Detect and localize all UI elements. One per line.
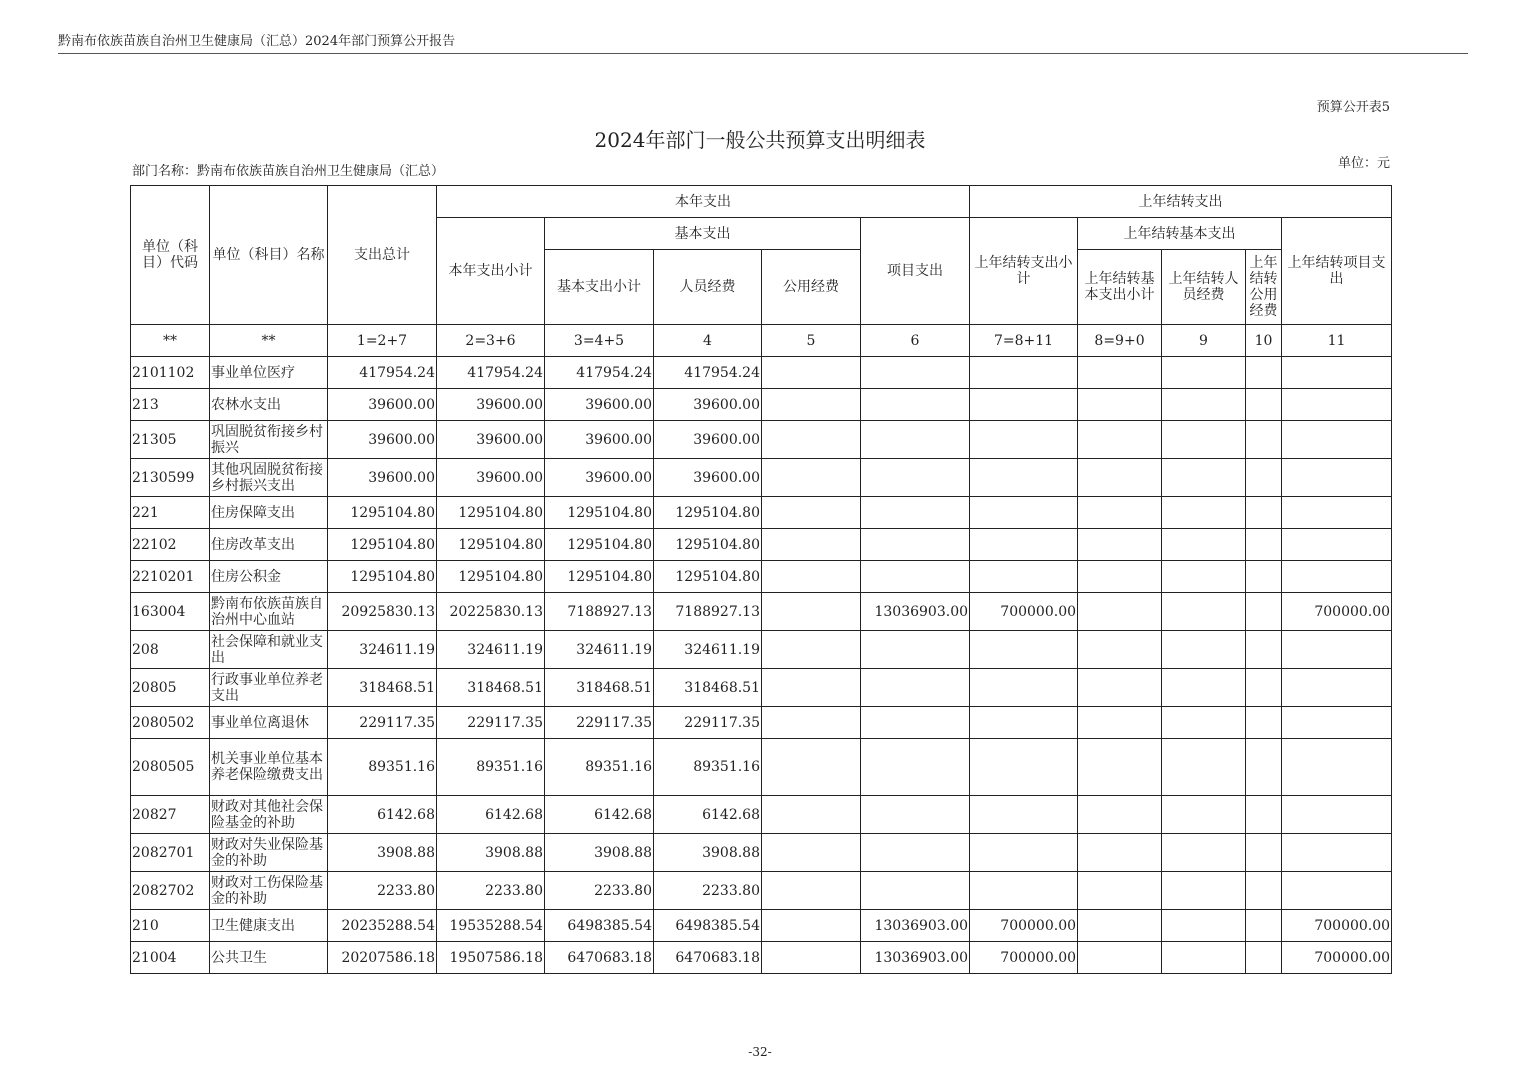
cell-prev-project <box>1282 669 1392 707</box>
cell-name: 财政对工伤保险基金的补助 <box>210 872 328 910</box>
cell-prev-public <box>1246 389 1282 421</box>
cell-prev-basic <box>1078 739 1162 796</box>
index-cell: 7=8+11 <box>970 325 1078 357</box>
cell-sub: 2233.80 <box>437 872 545 910</box>
cell-basic: 39600.00 <box>545 389 654 421</box>
cell-prev-personnel <box>1162 707 1246 739</box>
cell-prev-project <box>1282 357 1392 389</box>
index-cell: 9 <box>1162 325 1246 357</box>
cell-total: 318468.51 <box>328 669 437 707</box>
cell-total: 20925830.13 <box>328 593 437 631</box>
cell-prev-basic <box>1078 796 1162 834</box>
cell-prev-sub <box>970 796 1078 834</box>
cell-prev-public <box>1246 872 1282 910</box>
cell-project <box>861 834 970 872</box>
cell-sub: 318468.51 <box>437 669 545 707</box>
cell-code: 208 <box>131 631 210 669</box>
cell-prev-public <box>1246 561 1282 593</box>
cell-prev-public <box>1246 707 1282 739</box>
cell-basic: 39600.00 <box>545 421 654 459</box>
cell-prev-personnel <box>1162 872 1246 910</box>
cell-code: 21305 <box>131 421 210 459</box>
cell-total: 1295104.80 <box>328 497 437 529</box>
cell-prev-personnel <box>1162 669 1246 707</box>
cell-prev-public <box>1246 593 1282 631</box>
cell-public <box>762 872 861 910</box>
cell-basic: 324611.19 <box>545 631 654 669</box>
cell-personnel: 6142.68 <box>654 796 762 834</box>
cell-prev-public <box>1246 497 1282 529</box>
col-personnel-header: 人员经费 <box>654 250 762 325</box>
col-prev-header: 上年结转支出 <box>970 186 1392 218</box>
cell-total: 1295104.80 <box>328 529 437 561</box>
cell-sub: 417954.24 <box>437 357 545 389</box>
index-cell: 3=4+5 <box>545 325 654 357</box>
cell-sub: 19507586.18 <box>437 942 545 974</box>
cell-name: 其他巩固脱贫衔接乡村振兴支出 <box>210 459 328 497</box>
cell-prev-project <box>1282 561 1392 593</box>
cell-total: 324611.19 <box>328 631 437 669</box>
index-row <box>131 325 1392 357</box>
cell-total: 20207586.18 <box>328 942 437 974</box>
cell-prev-personnel <box>1162 459 1246 497</box>
cell-sub: 6142.68 <box>437 796 545 834</box>
cell-public <box>762 459 861 497</box>
cell-project <box>861 459 970 497</box>
cell-project: 13036903.00 <box>861 942 970 974</box>
table-row <box>131 459 1392 497</box>
cell-prev-public <box>1246 421 1282 459</box>
cell-total: 417954.24 <box>328 357 437 389</box>
cell-public <box>762 357 861 389</box>
cell-basic: 89351.16 <box>545 739 654 796</box>
cell-prev-project <box>1282 459 1392 497</box>
cell-prev-basic <box>1078 421 1162 459</box>
cell-code: 2101102 <box>131 357 210 389</box>
cell-prev-sub <box>970 561 1078 593</box>
table-row <box>131 739 1392 796</box>
page-title: 2024年部门一般公共预算支出明细表 <box>594 128 926 152</box>
cell-total: 1295104.80 <box>328 561 437 593</box>
cell-code: 2082702 <box>131 872 210 910</box>
cell-name: 卫生健康支出 <box>210 910 328 942</box>
col-prev-basic-header: 上年结转基本支出 <box>1078 218 1282 250</box>
cell-total: 6142.68 <box>328 796 437 834</box>
col-public-header: 公用经费 <box>762 250 861 325</box>
cell-code: 22102 <box>131 529 210 561</box>
cell-sub: 39600.00 <box>437 459 545 497</box>
cell-prev-basic <box>1078 872 1162 910</box>
cell-public <box>762 796 861 834</box>
cell-prev-project <box>1282 389 1392 421</box>
cell-prev-personnel <box>1162 796 1246 834</box>
cell-project <box>861 796 970 834</box>
cell-prev-basic <box>1078 942 1162 974</box>
cell-personnel: 39600.00 <box>654 459 762 497</box>
col-basic-sub-header: 基本支出小计 <box>545 250 654 325</box>
cell-sub: 89351.16 <box>437 739 545 796</box>
cell-prev-public <box>1246 910 1282 942</box>
cell-code: 221 <box>131 497 210 529</box>
table-row <box>131 796 1392 834</box>
cell-total: 39600.00 <box>328 421 437 459</box>
table-row <box>131 529 1392 561</box>
cell-name: 事业单位医疗 <box>210 357 328 389</box>
cell-prev-project <box>1282 834 1392 872</box>
cell-prev-public <box>1246 357 1282 389</box>
index-cell: 6 <box>861 325 970 357</box>
cell-total: 229117.35 <box>328 707 437 739</box>
cell-prev-sub <box>970 389 1078 421</box>
cell-sub: 19535288.54 <box>437 910 545 942</box>
cell-prev-sub <box>970 872 1078 910</box>
cell-prev-personnel <box>1162 497 1246 529</box>
cell-prev-sub <box>970 631 1078 669</box>
cell-sub: 39600.00 <box>437 421 545 459</box>
cell-name: 财政对失业保险基金的补助 <box>210 834 328 872</box>
index-cell: 5 <box>762 325 861 357</box>
cell-total: 2233.80 <box>328 872 437 910</box>
cell-project <box>861 529 970 561</box>
cell-name: 住房保障支出 <box>210 497 328 529</box>
cell-prev-sub <box>970 357 1078 389</box>
cell-public <box>762 942 861 974</box>
cell-prev-basic <box>1078 561 1162 593</box>
cell-public <box>762 834 861 872</box>
cell-prev-sub: 700000.00 <box>970 593 1078 631</box>
cell-prev-sub <box>970 421 1078 459</box>
cell-prev-personnel <box>1162 421 1246 459</box>
table-row <box>131 497 1392 529</box>
col-this-sub-header: 本年支出小计 <box>437 218 545 325</box>
cell-code: 2080502 <box>131 707 210 739</box>
cell-name: 事业单位离退休 <box>210 707 328 739</box>
cell-code: 21004 <box>131 942 210 974</box>
cell-prev-basic <box>1078 707 1162 739</box>
cell-prev-personnel <box>1162 739 1246 796</box>
cell-personnel: 2233.80 <box>654 872 762 910</box>
cell-prev-project: 700000.00 <box>1282 942 1392 974</box>
col-project-header: 项目支出 <box>861 218 970 325</box>
table-row <box>131 910 1392 942</box>
cell-personnel: 229117.35 <box>654 707 762 739</box>
form-number: 预算公开表5 <box>1316 100 1390 115</box>
cell-sub: 229117.35 <box>437 707 545 739</box>
cell-prev-sub <box>970 529 1078 561</box>
cell-personnel: 7188927.13 <box>654 593 762 631</box>
cell-prev-public <box>1246 459 1282 497</box>
table-row <box>131 631 1392 669</box>
col-total-header: 支出总计 <box>328 186 437 325</box>
cell-sub: 324611.19 <box>437 631 545 669</box>
cell-prev-basic <box>1078 497 1162 529</box>
cell-total: 3908.88 <box>328 834 437 872</box>
cell-public <box>762 593 861 631</box>
cell-prev-personnel <box>1162 357 1246 389</box>
unit-label: 单位：元 <box>1337 156 1390 171</box>
table-body <box>131 357 1392 974</box>
cell-prev-project <box>1282 421 1392 459</box>
cell-sub: 20225830.13 <box>437 593 545 631</box>
cell-prev-basic <box>1078 669 1162 707</box>
cell-name: 公共卫生 <box>210 942 328 974</box>
cell-prev-sub <box>970 707 1078 739</box>
cell-project <box>861 497 970 529</box>
page-number: -32- <box>748 1045 772 1059</box>
cell-project <box>861 739 970 796</box>
cell-prev-basic <box>1078 389 1162 421</box>
cell-public <box>762 389 861 421</box>
cell-prev-sub <box>970 459 1078 497</box>
cell-personnel: 3908.88 <box>654 834 762 872</box>
cell-total: 39600.00 <box>328 389 437 421</box>
cell-personnel: 89351.16 <box>654 739 762 796</box>
index-cell: ** <box>131 325 210 357</box>
cell-prev-project: 700000.00 <box>1282 593 1392 631</box>
budget-table <box>130 185 1392 974</box>
cell-prev-sub: 700000.00 <box>970 942 1078 974</box>
col-basic-header: 基本支出 <box>545 218 861 250</box>
index-cell: 4 <box>654 325 762 357</box>
cell-prev-sub <box>970 669 1078 707</box>
cell-total: 89351.16 <box>328 739 437 796</box>
cell-public <box>762 497 861 529</box>
cell-prev-public <box>1246 631 1282 669</box>
cell-project <box>861 421 970 459</box>
cell-personnel: 6470683.18 <box>654 942 762 974</box>
cell-prev-basic <box>1078 357 1162 389</box>
cell-prev-project <box>1282 529 1392 561</box>
cell-prev-sub <box>970 834 1078 872</box>
cell-prev-public <box>1246 834 1282 872</box>
cell-prev-project: 700000.00 <box>1282 910 1392 942</box>
cell-personnel: 39600.00 <box>654 389 762 421</box>
cell-prev-project <box>1282 872 1392 910</box>
cell-prev-personnel <box>1162 631 1246 669</box>
header-divider <box>58 53 1468 54</box>
cell-project <box>861 357 970 389</box>
cell-code: 2080505 <box>131 739 210 796</box>
cell-name: 社会保障和就业支出 <box>210 631 328 669</box>
cell-sub: 3908.88 <box>437 834 545 872</box>
cell-personnel: 6498385.54 <box>654 910 762 942</box>
table-row <box>131 707 1392 739</box>
cell-prev-personnel <box>1162 529 1246 561</box>
cell-project <box>861 669 970 707</box>
cell-sub: 1295104.80 <box>437 529 545 561</box>
cell-code: 210 <box>131 910 210 942</box>
cell-personnel: 1295104.80 <box>654 529 762 561</box>
cell-project <box>861 707 970 739</box>
cell-code: 163004 <box>131 593 210 631</box>
cell-basic: 6498385.54 <box>545 910 654 942</box>
cell-prev-personnel <box>1162 593 1246 631</box>
cell-prev-basic <box>1078 593 1162 631</box>
col-this-year-header: 本年支出 <box>437 186 970 218</box>
cell-total: 39600.00 <box>328 459 437 497</box>
col-prev-sub-header: 上年结转支出小计 <box>970 218 1078 325</box>
cell-public <box>762 631 861 669</box>
cell-project: 13036903.00 <box>861 910 970 942</box>
cell-code: 2130599 <box>131 459 210 497</box>
cell-basic: 6142.68 <box>545 796 654 834</box>
index-cell: 2=3+6 <box>437 325 545 357</box>
cell-basic: 2233.80 <box>545 872 654 910</box>
col-prev-project-header: 上年结转项目支出 <box>1282 218 1392 325</box>
table-row <box>131 942 1392 974</box>
cell-basic: 1295104.80 <box>545 497 654 529</box>
table-row <box>131 357 1392 389</box>
col-prev-personnel-header: 上年结转人员经费 <box>1162 250 1246 325</box>
cell-code: 20805 <box>131 669 210 707</box>
cell-prev-basic <box>1078 631 1162 669</box>
index-cell: 8=9+0 <box>1078 325 1162 357</box>
index-cell: 11 <box>1282 325 1392 357</box>
cell-personnel: 417954.24 <box>654 357 762 389</box>
cell-project: 13036903.00 <box>861 593 970 631</box>
cell-prev-basic <box>1078 529 1162 561</box>
cell-project <box>861 872 970 910</box>
table-row <box>131 834 1392 872</box>
cell-prev-project <box>1282 739 1392 796</box>
table-row <box>131 593 1392 631</box>
cell-personnel: 1295104.80 <box>654 561 762 593</box>
cell-prev-public <box>1246 529 1282 561</box>
cell-basic: 3908.88 <box>545 834 654 872</box>
cell-code: 20827 <box>131 796 210 834</box>
report-header: 黔南布依族苗族自治州卫生健康局（汇总）2024年部门预算公开报告 <box>58 34 456 49</box>
cell-prev-personnel <box>1162 942 1246 974</box>
cell-basic: 318468.51 <box>545 669 654 707</box>
cell-project <box>861 389 970 421</box>
cell-basic: 417954.24 <box>545 357 654 389</box>
cell-basic: 1295104.80 <box>545 529 654 561</box>
cell-public <box>762 561 861 593</box>
cell-name: 机关事业单位基本养老保险缴费支出 <box>210 739 328 796</box>
cell-prev-public <box>1246 739 1282 796</box>
cell-sub: 1295104.80 <box>437 497 545 529</box>
cell-personnel: 318468.51 <box>654 669 762 707</box>
cell-prev-sub: 700000.00 <box>970 910 1078 942</box>
cell-prev-basic <box>1078 459 1162 497</box>
cell-prev-project <box>1282 796 1392 834</box>
col-code-header: 单位（科目）代码 <box>131 186 210 325</box>
cell-project <box>861 561 970 593</box>
cell-personnel: 39600.00 <box>654 421 762 459</box>
cell-prev-project <box>1282 631 1392 669</box>
cell-public <box>762 529 861 561</box>
cell-name: 住房公积金 <box>210 561 328 593</box>
cell-prev-basic <box>1078 834 1162 872</box>
cell-public <box>762 707 861 739</box>
cell-sub: 39600.00 <box>437 389 545 421</box>
cell-personnel: 1295104.80 <box>654 497 762 529</box>
index-cell: 10 <box>1246 325 1282 357</box>
cell-public <box>762 910 861 942</box>
cell-prev-sub <box>970 497 1078 529</box>
cell-public <box>762 421 861 459</box>
table-row <box>131 669 1392 707</box>
cell-prev-personnel <box>1162 561 1246 593</box>
cell-name: 财政对其他社会保险基金的补助 <box>210 796 328 834</box>
cell-basic: 229117.35 <box>545 707 654 739</box>
cell-prev-personnel <box>1162 910 1246 942</box>
cell-name: 行政事业单位养老支出 <box>210 669 328 707</box>
table-row <box>131 561 1392 593</box>
cell-code: 213 <box>131 389 210 421</box>
table-row <box>131 872 1392 910</box>
cell-prev-public <box>1246 942 1282 974</box>
cell-prev-basic <box>1078 910 1162 942</box>
index-cell: ** <box>210 325 328 357</box>
cell-prev-public <box>1246 669 1282 707</box>
cell-prev-project <box>1282 497 1392 529</box>
col-prev-basic-sub-header: 上年结转基本支出小计 <box>1078 250 1162 325</box>
cell-personnel: 324611.19 <box>654 631 762 669</box>
cell-basic: 7188927.13 <box>545 593 654 631</box>
cell-prev-personnel <box>1162 389 1246 421</box>
cell-basic: 1295104.80 <box>545 561 654 593</box>
cell-name: 农林水支出 <box>210 389 328 421</box>
cell-project <box>861 631 970 669</box>
department-label: 部门名称：黔南布依族苗族自治州卫生健康局（汇总） <box>132 164 445 179</box>
cell-prev-personnel <box>1162 834 1246 872</box>
cell-public <box>762 669 861 707</box>
cell-prev-project <box>1282 707 1392 739</box>
table-row <box>131 421 1392 459</box>
cell-prev-public <box>1246 796 1282 834</box>
col-name-header: 单位（科目）名称 <box>210 186 328 325</box>
cell-name: 巩固脱贫衔接乡村振兴 <box>210 421 328 459</box>
cell-name: 住房改革支出 <box>210 529 328 561</box>
cell-code: 2210201 <box>131 561 210 593</box>
cell-public <box>762 739 861 796</box>
cell-total: 20235288.54 <box>328 910 437 942</box>
cell-name: 黔南布依族苗族自治州中心血站 <box>210 593 328 631</box>
cell-code: 2082701 <box>131 834 210 872</box>
cell-sub: 1295104.80 <box>437 561 545 593</box>
cell-basic: 6470683.18 <box>545 942 654 974</box>
cell-basic: 39600.00 <box>545 459 654 497</box>
index-cell: 1=2+7 <box>328 325 437 357</box>
col-prev-public-header: 上年结转公用经费 <box>1246 250 1282 325</box>
table-row <box>131 389 1392 421</box>
cell-prev-sub <box>970 739 1078 796</box>
